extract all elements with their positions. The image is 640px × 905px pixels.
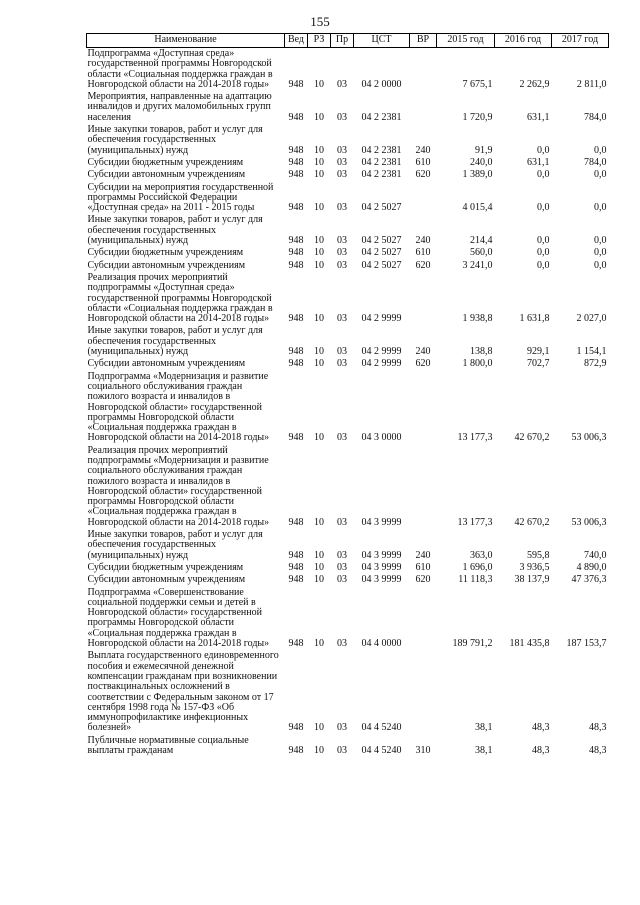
cell-vr — [410, 48, 437, 92]
cell-ved: 948 — [288, 313, 304, 325]
cell-y2016: 0,0 — [537, 169, 550, 181]
cell-pr: 03 — [337, 259, 347, 271]
cell-y2016: 0,0 — [537, 259, 550, 271]
cell-rz: 10 — [314, 259, 324, 271]
cell-y2015: 560,0 — [470, 247, 493, 259]
cell-y2016: 3 936,5 — [519, 561, 550, 573]
cell-rz: 10 — [314, 202, 324, 214]
cell-vr: 310 — [415, 745, 431, 756]
table-row — [87, 358, 609, 370]
cell-y2015: 38,1 — [475, 722, 493, 734]
cell-y2016: 0,0 — [537, 235, 550, 247]
cell-cst: 04 2 9999 — [361, 358, 402, 370]
cell-y2016: 1 631,8 — [519, 313, 550, 325]
cell-ved: 948 — [288, 169, 304, 181]
cell-y2016: 42 670,2 — [514, 516, 550, 528]
cell-rz: 10 — [314, 235, 324, 247]
cell-name: Реализация прочих мероприятий подпрограммы «Модернизация и развитие социального обслуживания граждан пожилого возраста и инвалидов в Новгородской области» государственной программы Новгородской области «Социальная поддержка граждан в Новгородской области на 2014-2018 годы» — [87, 444, 270, 528]
cell-rz: 10 — [314, 144, 324, 156]
cell-y2015: 1 696,0 — [462, 561, 493, 573]
cell-cst: 04 2 5027 — [361, 247, 402, 259]
cell-pr: 03 — [337, 358, 347, 370]
cell-rz: 10 — [314, 169, 324, 181]
header-2015: 2015 год — [437, 34, 495, 48]
budget-table — [86, 33, 609, 757]
header-2016: 2016 год — [495, 34, 552, 48]
cell-y2016: 0,0 — [537, 144, 550, 156]
cell-y2017: 2 811,0 — [576, 78, 607, 90]
cell-pr: 03 — [337, 722, 347, 734]
cell-vr: 240 — [415, 144, 431, 156]
cell-cst: 04 4 0000 — [361, 638, 402, 650]
cell-name: Подпрограмма «Модернизация и развитие социального обслуживания граждан пожилого возраста и инвалидов в Новгородской области» государственной программы Новгородской области «Социальная поддержка граждан в Новгородской области на 2014-2018 годы» — [87, 370, 270, 444]
cell-pr: 03 — [337, 235, 347, 247]
cell-pr: 03 — [337, 574, 347, 586]
cell-name: Публичные нормативные социальные выплаты гражданам — [87, 734, 249, 756]
cell-rz: 10 — [314, 722, 324, 734]
cell-pr: 03 — [337, 549, 347, 561]
cell-cst: 04 3 9999 — [361, 574, 402, 586]
table-row — [87, 650, 609, 734]
cell-ved: 948 — [288, 144, 304, 156]
table-row — [87, 445, 609, 529]
header-ved: Вед — [285, 34, 308, 48]
cell-y2017: 187 153,7 — [566, 638, 607, 650]
cell-rz: 10 — [314, 561, 324, 573]
cell-y2015: 11 118,3 — [458, 574, 493, 586]
cell-y2016: 595,8 — [527, 549, 550, 561]
cell-name: Иные закупки товаров, работ и услуг для обеспечения государственных (муниципальных) нужд — [87, 325, 263, 358]
cell-name: Субсидии бюджетным учреждениям — [87, 561, 244, 573]
cell-vr: 610 — [415, 561, 431, 573]
cell-y2015: 13 177,3 — [457, 516, 493, 528]
table-body — [87, 48, 609, 758]
table-row — [87, 157, 609, 169]
cell-y2016: 631,1 — [527, 156, 550, 168]
cell-ved: 948 — [288, 202, 304, 214]
table-row — [87, 169, 609, 181]
table-row — [87, 272, 609, 325]
cell-y2016: 42 670,2 — [514, 432, 550, 444]
cell-y2015: 214,4 — [470, 235, 493, 247]
cell-ved: 948 — [288, 111, 304, 123]
cell-y2017: 48,3 — [589, 722, 607, 734]
cell-name: Иные закупки товаров, работ и услуг для обеспечения государственных (муниципальных) нужд — [87, 124, 263, 156]
cell-ved: 948 — [288, 561, 304, 573]
cell-pr: 03 — [337, 156, 347, 168]
cell-pr: 03 — [337, 202, 347, 214]
cell-cst: 04 2 5027 — [361, 235, 402, 247]
cell-y2016: 631,1 — [527, 111, 550, 123]
cell-cst: 04 3 0000 — [361, 432, 402, 444]
cell-rz: 10 — [314, 247, 324, 259]
cell-y2017: 48,3 — [589, 745, 607, 756]
cell-vr: 240 — [415, 346, 431, 358]
cell-vr: 620 — [415, 574, 431, 586]
cell-vr: 240 — [415, 235, 431, 247]
cell-name: Субсидии на мероприятия государственной программы Российской Федерации «Доступная среда» на 2011 - 2015 годы — [87, 181, 274, 214]
cell-pr: 03 — [337, 247, 347, 259]
cell-y2016: 181 435,8 — [509, 638, 550, 650]
cell-vr: 610 — [415, 247, 431, 259]
cell-name: Иные закупки товаров, работ и услуг для обеспечения государственных (муниципальных) нужд — [87, 529, 263, 561]
cell-y2015: 138,8 — [470, 346, 493, 358]
cell-vr: 620 — [415, 259, 431, 271]
cell-y2017: 872,9 — [584, 358, 607, 370]
table-row — [87, 325, 609, 358]
cell-cst: 04 2 5027 — [361, 259, 402, 271]
cell-name: Субсидии автономным учреждениям — [87, 259, 246, 271]
cell-y2015: 3 241,0 — [462, 259, 493, 271]
header-cst: ЦСТ — [354, 34, 410, 48]
cell-pr: 03 — [337, 561, 347, 573]
cell-cst: 04 2 2381 — [361, 156, 402, 168]
cell-ved: 948 — [288, 745, 304, 756]
cell-pr: 03 — [337, 346, 347, 358]
cell-rz: 10 — [314, 78, 324, 90]
cell-y2015: 13 177,3 — [457, 432, 493, 444]
cell-y2015: 1 389,0 — [462, 169, 493, 181]
cell-name: Иные закупки товаров, работ и услуг для обеспечения государственных (муниципальных) нужд — [87, 214, 263, 247]
cell-pr: 03 — [337, 313, 347, 325]
cell-y2017: 0,0 — [594, 247, 607, 259]
cell-y2015: 91,9 — [475, 144, 493, 156]
cell-name: Субсидии автономным учреждениям — [87, 574, 246, 586]
cell-vr — [410, 371, 437, 445]
cell-name: Субсидии автономным учреждениям — [87, 358, 246, 370]
cell-y2016: 929,1 — [527, 346, 550, 358]
cell-cst: 04 2 9999 — [361, 313, 402, 325]
cell-y2016: 0,0 — [537, 247, 550, 259]
cell-ved: 948 — [288, 78, 304, 90]
cell-rz: 10 — [314, 313, 324, 325]
cell-y2017: 0,0 — [594, 202, 607, 214]
cell-pr: 03 — [337, 169, 347, 181]
cell-name: Реализация прочих мероприятий подпрограммы «Доступная среда» государственной программы Новгородской области «Социальная поддержка граждан в Новгородской области на 2014-2018 годы» — [87, 271, 273, 325]
cell-cst: 04 3 9999 — [361, 561, 402, 573]
cell-rz: 10 — [314, 638, 324, 650]
cell-y2017: 0,0 — [594, 259, 607, 271]
cell-y2017: 53 006,3 — [571, 516, 607, 528]
header-rz: РЗ — [308, 34, 331, 48]
table-row — [87, 124, 609, 157]
cell-y2017: 53 006,3 — [571, 432, 607, 444]
cell-cst: 04 2 5027 — [361, 202, 402, 214]
cell-y2016: 38 137,9 — [514, 574, 550, 586]
cell-y2015: 363,0 — [470, 549, 493, 561]
cell-ved: 948 — [288, 638, 304, 650]
cell-ved: 948 — [288, 574, 304, 586]
cell-ved: 948 — [288, 358, 304, 370]
cell-cst: 04 4 5240 — [361, 745, 402, 756]
cell-y2017: 0,0 — [594, 235, 607, 247]
cell-y2017: 47 376,3 — [571, 574, 607, 586]
cell-vr: 240 — [415, 549, 431, 561]
cell-cst: 04 2 2381 — [361, 169, 402, 181]
cell-ved: 948 — [288, 156, 304, 168]
cell-pr: 03 — [337, 745, 347, 756]
cell-rz: 10 — [314, 574, 324, 586]
cell-ved: 948 — [288, 516, 304, 528]
cell-vr — [410, 445, 437, 529]
cell-cst: 04 4 5240 — [361, 722, 402, 734]
cell-ved: 948 — [288, 247, 304, 259]
table-row — [87, 371, 609, 445]
cell-y2017: 784,0 — [584, 156, 607, 168]
cell-y2016: 702,7 — [527, 358, 550, 370]
cell-y2017: 784,0 — [584, 111, 607, 123]
cell-y2016: 0,0 — [537, 202, 550, 214]
cell-y2017: 4 890,0 — [576, 561, 607, 573]
cell-y2017: 0,0 — [594, 169, 607, 181]
cell-cst: 04 3 9999 — [361, 516, 402, 528]
cell-y2015: 38,1 — [475, 745, 493, 756]
cell-ved: 948 — [288, 259, 304, 271]
cell-cst: 04 2 9999 — [361, 346, 402, 358]
cell-vr — [410, 91, 437, 124]
table-row — [87, 735, 609, 758]
cell-rz: 10 — [314, 549, 324, 561]
cell-name: Субсидии автономным учреждениям — [87, 169, 246, 181]
cell-vr: 610 — [415, 156, 431, 168]
cell-rz: 10 — [314, 516, 324, 528]
table-row — [87, 182, 609, 215]
cell-cst: 04 2 2381 — [361, 111, 402, 123]
cell-rz: 10 — [314, 432, 324, 444]
table-row — [87, 214, 609, 247]
cell-y2016: 2 262,9 — [519, 78, 550, 90]
cell-y2016: 48,3 — [532, 745, 550, 756]
cell-pr: 03 — [337, 516, 347, 528]
table-row — [87, 91, 609, 124]
header-pr: Пр — [331, 34, 354, 48]
cell-y2017: 1 154,1 — [576, 346, 607, 358]
cell-vr — [410, 182, 437, 215]
cell-pr: 03 — [337, 432, 347, 444]
table-row — [87, 48, 609, 92]
cell-cst: 04 2 0000 — [361, 78, 402, 90]
cell-cst: 04 2 2381 — [361, 144, 402, 156]
cell-vr: 620 — [415, 358, 431, 370]
cell-y2015: 4 015,4 — [462, 202, 493, 214]
cell-ved: 948 — [288, 346, 304, 358]
table-row — [87, 260, 609, 272]
cell-vr: 620 — [415, 169, 431, 181]
cell-rz: 10 — [314, 111, 324, 123]
table-row — [87, 574, 609, 586]
cell-name: Выплата государственного единовременного пособия и ежемесячной денежной компенсации гражданам при возникновении поствакцинальных осложнений в соответствии с Федеральным законом от 17 сентября 1998 года № 157-ФЗ «Об иммунопрофилактике инфекционных болезней» — [87, 650, 279, 734]
table-row — [87, 587, 609, 651]
cell-pr: 03 — [337, 144, 347, 156]
cell-name: Субсидии бюджетным учреждениям — [87, 156, 244, 168]
cell-y2015: 1 800,0 — [462, 358, 493, 370]
cell-y2015: 240,0 — [470, 156, 493, 168]
header-name: Наименование — [87, 34, 285, 48]
cell-pr: 03 — [337, 638, 347, 650]
cell-y2015: 1 938,8 — [462, 313, 493, 325]
cell-y2015: 189 791,2 — [452, 638, 493, 650]
cell-y2015: 7 675,1 — [462, 78, 493, 90]
header-vr: ВР — [410, 34, 437, 48]
cell-name: Мероприятия, направленные на адаптацию инвалидов и других маломобильных групп населения — [87, 91, 272, 123]
cell-rz: 10 — [314, 346, 324, 358]
cell-cst: 04 3 9999 — [361, 549, 402, 561]
cell-name: Подпрограмма «Совершенствование социальной поддержки семьи и детей в Новгородской области» государственной программы Новгородской области «Социальная поддержка граждан в Новгородской области на 2014-2018 годы» — [87, 586, 270, 650]
cell-ved: 948 — [288, 432, 304, 444]
table-row — [87, 562, 609, 574]
cell-vr — [410, 650, 437, 734]
page-number: 155 — [310, 14, 330, 29]
cell-ved: 948 — [288, 235, 304, 247]
cell-rz: 10 — [314, 745, 324, 756]
cell-y2015: 1 720,9 — [462, 111, 493, 123]
cell-rz: 10 — [314, 156, 324, 168]
cell-ved: 948 — [288, 722, 304, 734]
cell-name: Субсидии бюджетным учреждениям — [87, 247, 244, 259]
cell-rz: 10 — [314, 358, 324, 370]
table-header-row — [87, 34, 609, 48]
cell-y2016: 48,3 — [532, 722, 550, 734]
cell-pr: 03 — [337, 78, 347, 90]
cell-pr: 03 — [337, 111, 347, 123]
cell-y2017: 0,0 — [594, 144, 607, 156]
header-2017: 2017 год — [552, 34, 609, 48]
cell-name: Подпрограмма «Доступная среда» государственной программы Новгородской области «Социальная поддержка граждан в Новгородской области на 2014-2018 годы» — [87, 48, 273, 90]
cell-y2017: 2 027,0 — [576, 313, 607, 325]
cell-vr — [410, 272, 437, 325]
cell-vr — [410, 587, 437, 651]
table-row — [87, 529, 609, 562]
table-row — [87, 247, 609, 259]
cell-ved: 948 — [288, 549, 304, 561]
cell-y2017: 740,0 — [584, 549, 607, 561]
